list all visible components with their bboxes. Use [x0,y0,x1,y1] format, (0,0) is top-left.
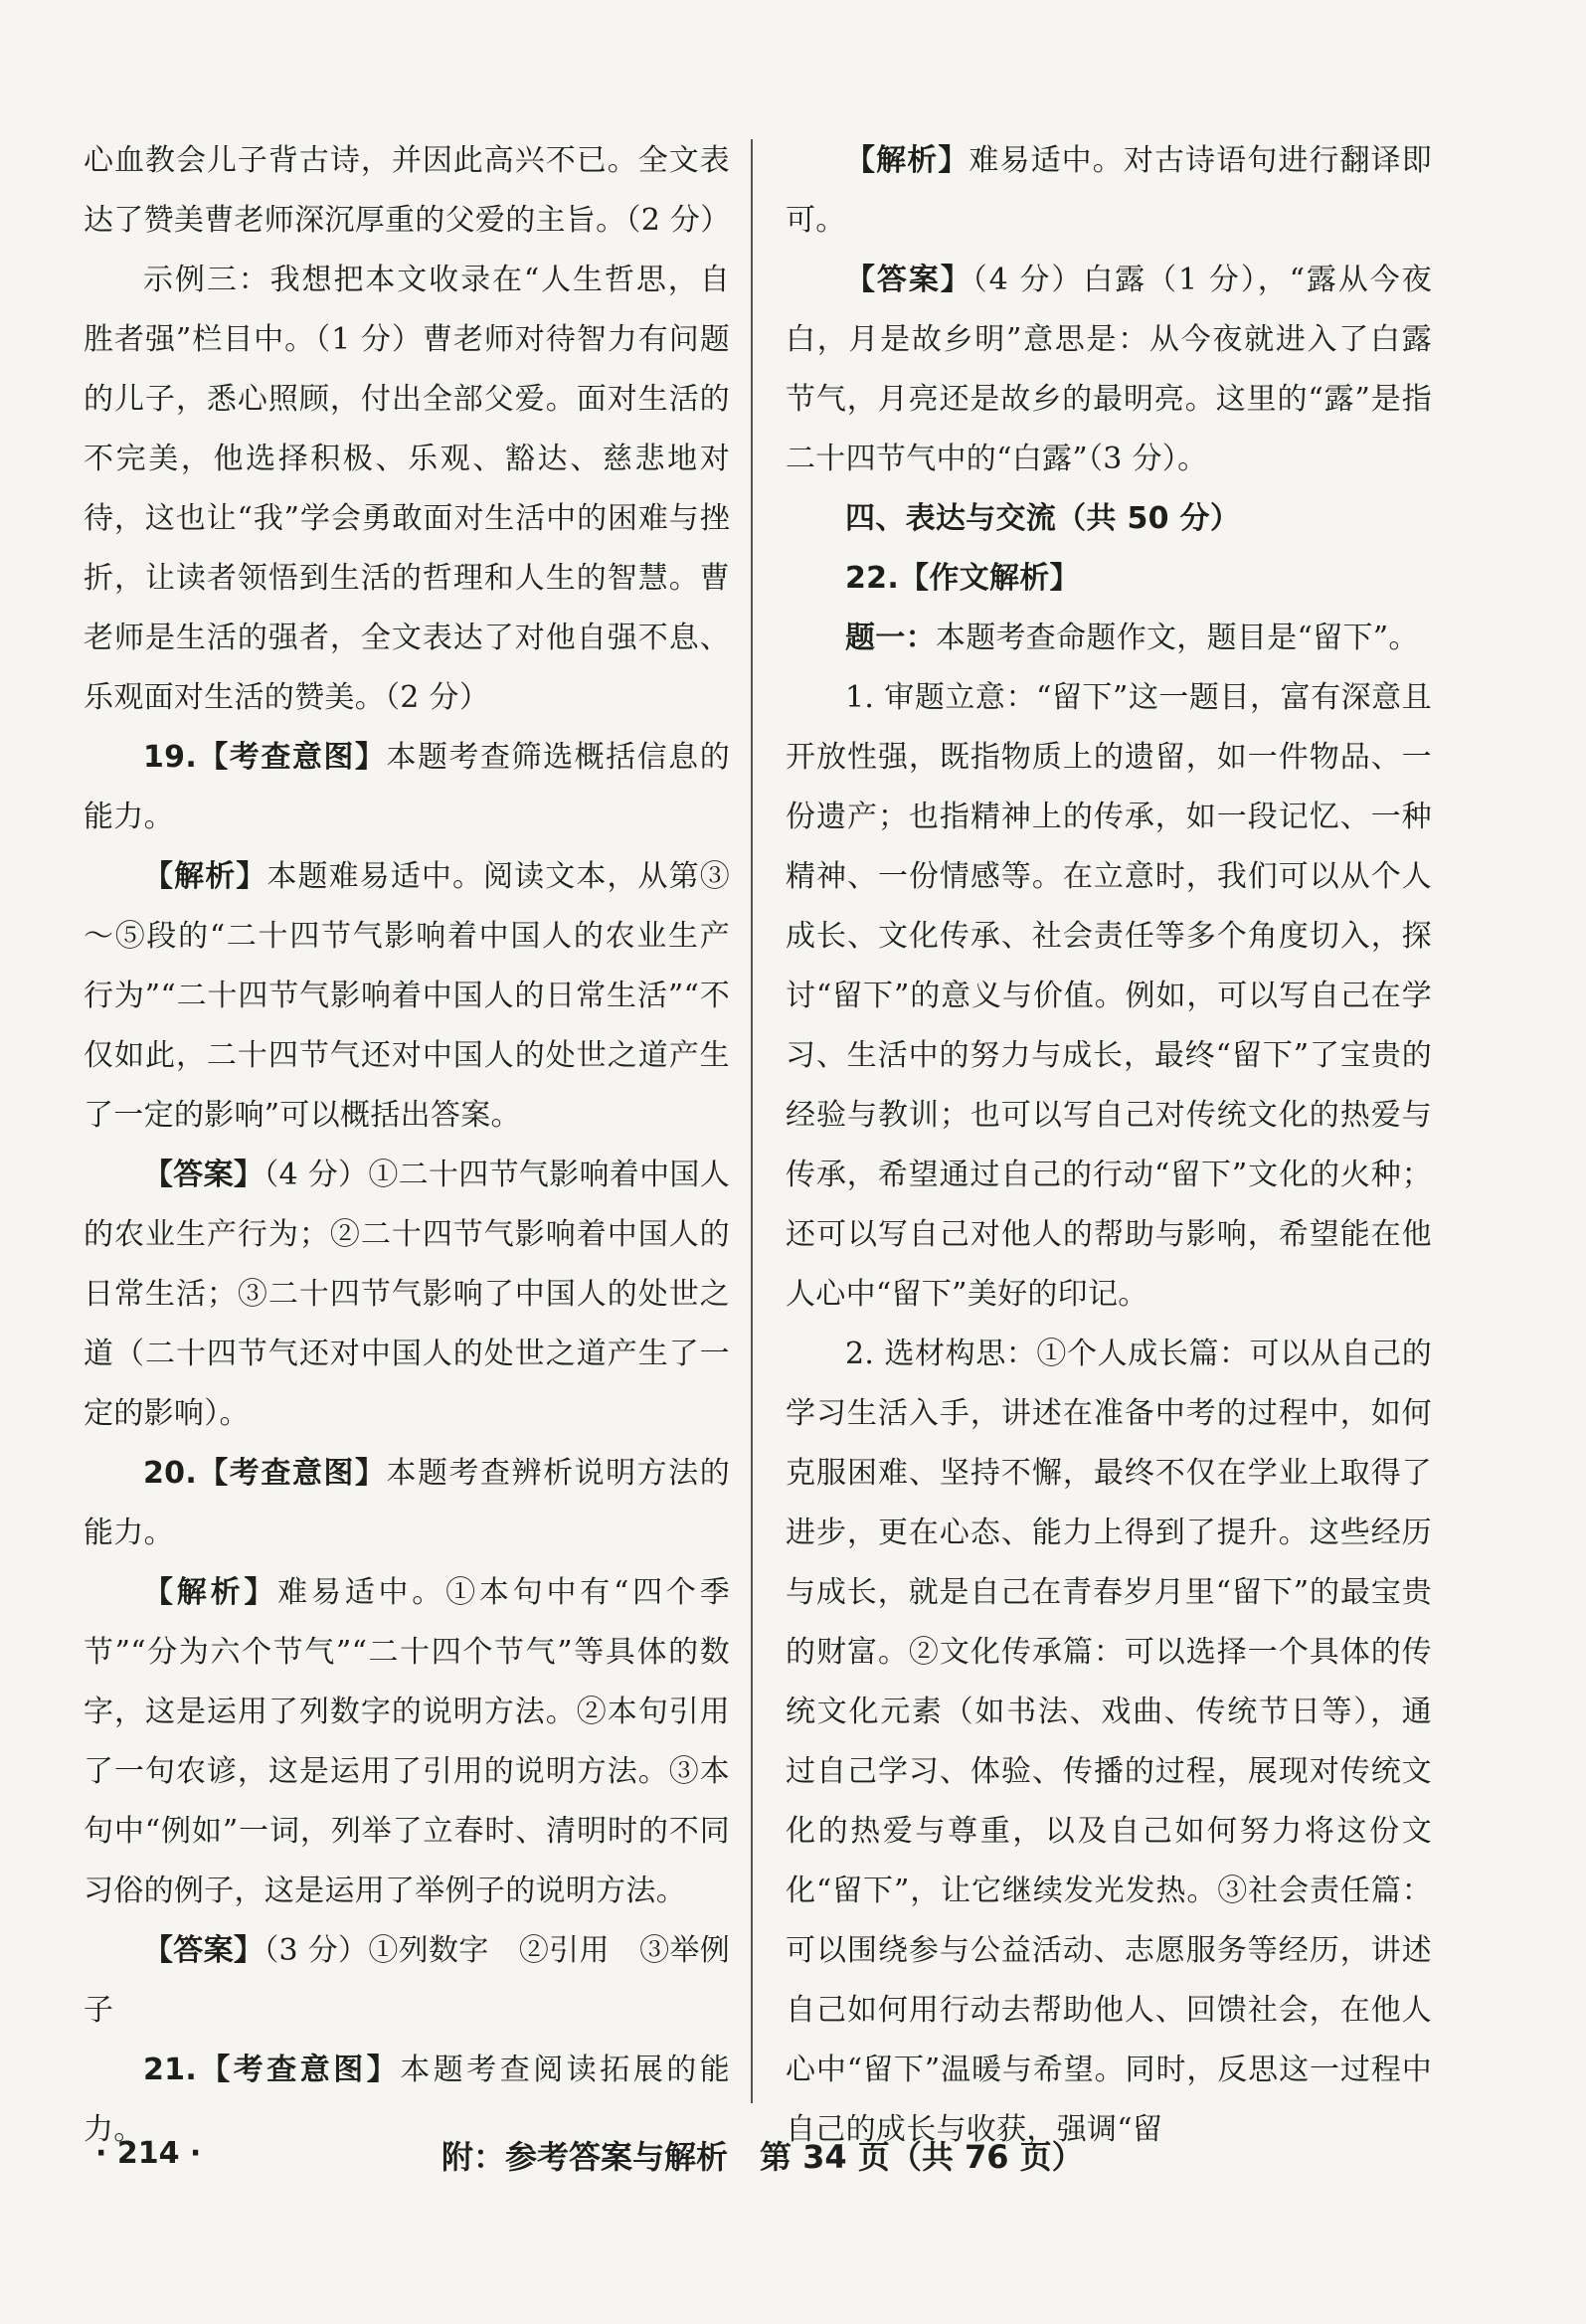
paragraph-text: 本题考查阅读拓展的能力。 [84,2053,731,2147]
paragraph: 2. 选材构思：①个人成长篇：可以从自己的学习生活入手，讲述在准备中考的过程中，如何克服困难、坚持不懈，最终不仅在学业上取得了进步，更在心态、能力上得到了提升。这些经历与成长，就是自己在青春岁月里“留下”的最宝贵的财富。②文化传承篇：可以选择一个具体的传统文化元素（如书法、戏曲、传统节日等），通过自己学习、体验、传播的过程，展现对传统文化的热爱与尊重，以及自己如何努力将这份文化“留下”，让它继续发光发热。③社会责任篇：可以围绕参与公益活动、志愿服务等经历，讲述自己如何用行动去帮助他人、回馈社会，在他人心中“留下”温暖与希望。同时，反思这一过程中自己的成长与收获，强调“留 [786,1337,1432,2147]
paragraph: 心血教会儿子背古诗，并因此高兴不已。全文表达了赞美曹老师深沉厚重的父爱的主旨。（2 分） [84,143,731,238]
section-tag: 【解析】 [143,1575,278,1610]
question-20-intent [84,1444,730,1563]
question-21-analysis [786,131,1432,251]
paragraph-text: 本题考查筛选概括信息的能力。 [84,740,730,834]
section-tag: 【考查意图】 [197,1456,387,1491]
footer-title: 附：参考答案与解析 第 34 页（共 76 页） [441,2138,1084,2176]
page-number: · 214 · [95,2136,202,2171]
section-tag: 【解析】 [845,143,969,178]
column-divider [751,139,753,2103]
paragraph: 示例三：我想把本文收录在“人生哲思，自胜者强”栏目中。（1 分）曹老师对待智力有问题的儿子，悉心照顾，付出全部父爱。面对生活的不完美，他选择积极、乐观、豁达、慈悲地对待，这也让“我”学会勇敢面对生活中的困难与挫折，让读者领悟到生活的哲理和人生的智慧。曹老师是生活的强者，全文表达了对他自强不息、乐观面对生活的赞美。（2 分） [84,263,730,715]
question-number: 22. [845,561,900,596]
paragraph-text: 本题考查辨析说明方法的能力。 [84,1456,730,1550]
paragraph-text: （3 分）①列数字 ②引用 ③举例子 [84,1933,730,2028]
section-tag: 【考查意图】 [197,2053,401,2087]
topic-label: 题一： [845,621,936,655]
question-number: 19. [143,740,198,775]
section-tag: 【作文解析】 [899,561,1080,596]
paragraph-text: 难易适中。①本句中有“四个季节”“分为六个节气”“二十四个节气”等具体的数字，这是运用了列数字的说明方法。②本句引用了一句农谚，这是运用了引用的说明方法。③本句中“例如”一词，列举了立春时、清明时的不同习俗的例子，这是运用了举例子的说明方法。 [84,1575,731,1908]
paragraph-text: 难易适中。对古诗语句进行翻译即可。 [786,143,1433,238]
paragraph-text: （4 分）①二十四节气影响着中国人的农业生产行为；②二十四节气影响着中国人的日常生活；③二十四节气影响了中国人的处世之道（二十四节气还对中国人的处世之道产生了一定的影响）。 [84,1158,730,1431]
question-19-intent [84,728,730,847]
question-number: 20. [143,1456,198,1491]
left-column [84,131,730,2160]
question-20-analysis [84,1563,730,1921]
right-column [786,131,1432,2160]
section-tag: 【答案】 [845,263,972,297]
section-tag: 【解析】 [143,859,267,894]
question-20-answer [84,1921,730,2041]
question-number: 21. [143,2053,198,2087]
page-footer [0,2128,1586,2188]
section-heading: 四、表达与交流（共 50 分） [845,501,1241,536]
section-tag: 【答案】 [143,1158,264,1192]
essay-topic [786,609,1432,668]
paragraph-text: 本题难易适中。阅读文本，从第③～⑤段的“二十四节气影响着中国人的农业生产行为”“二十四节气影响着中国人的日常生活”“不仅如此，二十四节气还对中国人的处世之道产生了一定的影响”可以概括出答案。 [84,859,731,1133]
question-21-answer [786,251,1432,489]
paragraph-text: （4 分）白露（1 分），“露从今夜白，月是故乡明”意思是：从今夜就进入了白露节气，月亮还是故乡的最明亮。这里的“露”是指二十四节气中的“白露”（3 分）。 [786,263,1432,476]
section-tag: 【考查意图】 [197,740,387,775]
question-19-analysis [84,847,730,1146]
paragraph-text: 本题考查命题作文，题目是“留下”。 [935,621,1419,655]
question-19-answer [84,1146,730,1444]
paragraph: 1. 审题立意：“留下”这一题目，富有深意且开放性强，既指物质上的遗留，如一件物品、一份遗产；也指精神上的传承，如一段记忆、一种精神、一份情感等。在立意时，我们可以从个人成长、文化传承、社会责任等多个角度切入，探讨“留下”的意义与价值。例如，可以写自己在学习、生活中的努力与成长，最终“留下”了宝贵的经验与教训；也可以写自己对传统文化的热爱与传承，希望通过自己的行动“留下”文化的火种；还可以写自己对他人的帮助与影响，希望能在他人心中“留下”美好的印记。 [786,680,1432,1312]
section-tag: 【答案】 [143,1933,264,1968]
question-22-heading [786,549,1432,609]
